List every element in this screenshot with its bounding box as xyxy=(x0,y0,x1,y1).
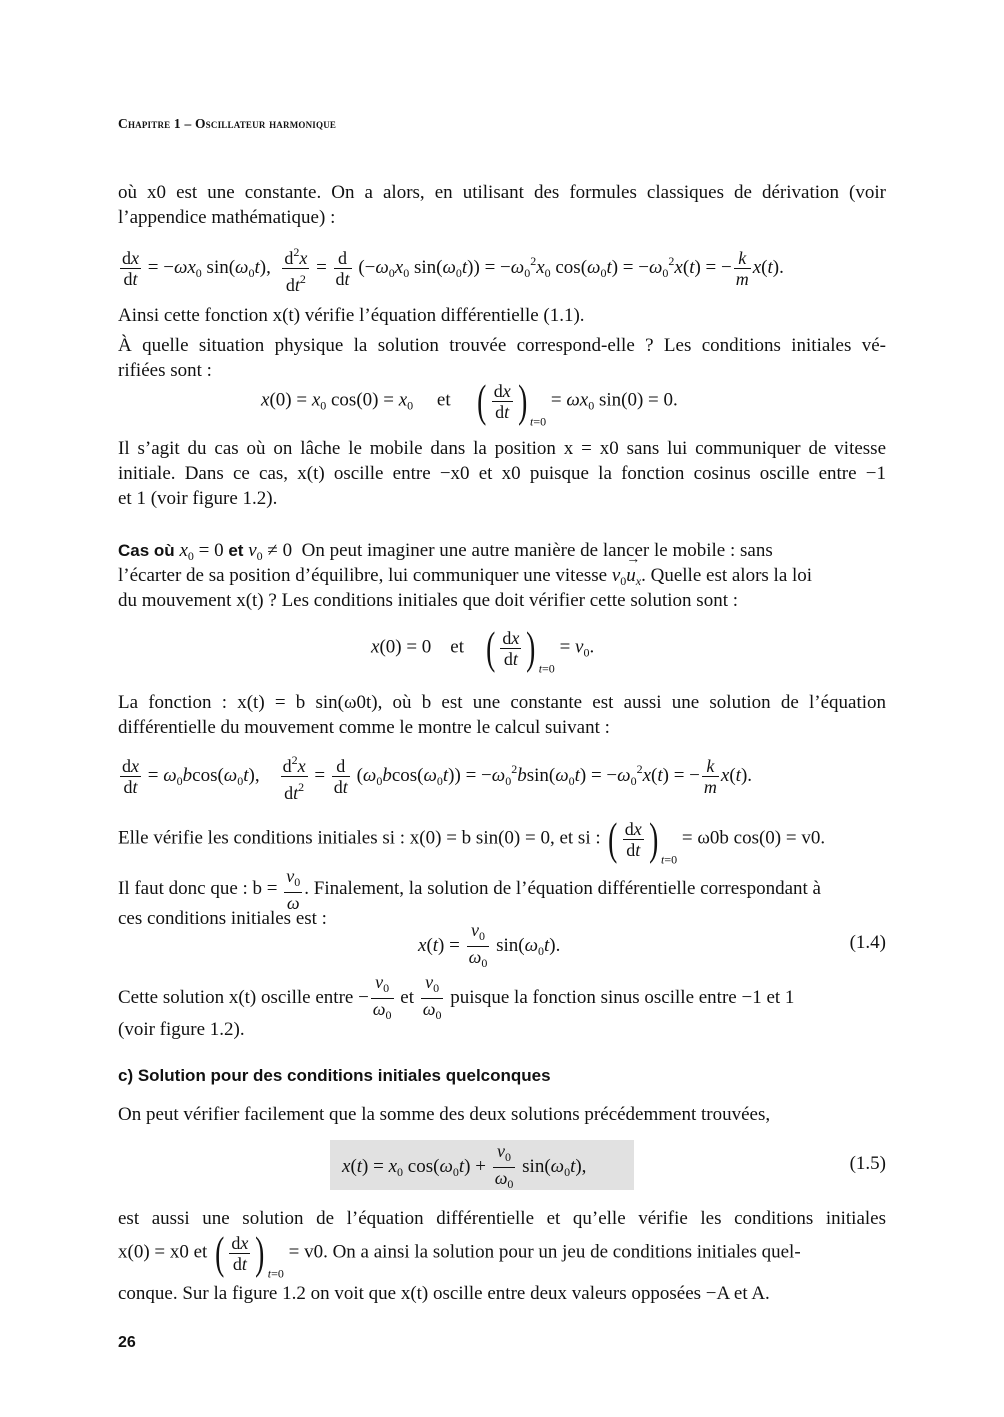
equation-derivatives-sin: $\frac{dx}{dt}$ = $\omega_0bcos(\omega_0t)$, $\frac{d^2x}{dt^2}$ = $\frac{d}{dt}$ $(\omega_0bcos(\omega_0t)) = -\omega_0^2bsin(\omega_0t) = -\omega_0^2x(t)$ = − $\frac{k}{m}$ x(t). xyxy=(118,750,752,803)
paragraph-fonction-line1: La fonction : x(t) = b sin(ω0t), où b est une constante est aussi une solution de l’équation xyxy=(118,692,886,713)
equation-label-1-4: (1.4) xyxy=(849,932,886,953)
equation-1-5: $x(t) = x_0$ $\cos(\omega_0t)$ + $\frac{v_0}{\omega_0}$ $\sin(\omega_0t)$, xyxy=(342,1141,587,1191)
equation-initial-conditions-1: $x(0) = x_0$ $\cos(0) = x_0$ et ( $\frac{dx}{dt}$ ) $_{t=0} = \omega x_0$ sin(0) = 0. xyxy=(261,375,678,429)
paragraph-il-faut-line2: ces conditions initiales est : xyxy=(118,908,327,929)
paragraph-intro-line2: l’appendice mathématique) : xyxy=(118,207,336,228)
case-label-a: Cas où xyxy=(118,541,175,560)
paragraph-situation-line2: rifiées sont : xyxy=(118,360,212,381)
paragraph-cette-solution: Cette solution x(t) oscille entre − $\frac{v_0}{\omega_0}$ et $\frac{v_0}{\omega_0}$ puisque la fonction sinus oscille entre −1 et 1 xyxy=(118,972,795,1022)
paragraph-cas-line1: Il s’agit du cas où on lâche le mobile dans la position x = x0 sans lui communiquer de vitesse xyxy=(118,438,886,459)
paragraph-est-aussi-line1: est aussi une solution de l’équation différentielle et qu’elle vérifie les conditions initiales xyxy=(118,1208,886,1229)
paragraph-cette-solution-line2: (voir figure 1.2). xyxy=(118,1019,245,1040)
equation-1-4: x(t) = $\frac{v_0}{\omega_0}$ $\sin(\omega_0t)$. xyxy=(418,920,561,970)
paragraph-cas-line3: et 1 (voir figure 1.2). xyxy=(118,488,278,509)
paragraph-intro-line1: où x0 est une constante. On a alors, en utilisant des formules classiques de dérivation (voir xyxy=(118,182,886,203)
paragraph-fonction-line2: différentielle du mouvement comme le montre le calcul suivant : xyxy=(118,717,610,738)
case-text-line2: l’écarter de sa position d’équilibre, lui communiquer une vitesse $v_0\to u_x$. Quelle est alors la loi xyxy=(118,563,812,594)
paragraph-est-aussi-line2: x(0) = x0 et ( $\frac{dx}{dt}$ ) $_{t=0}$ = v0. On a ainsi la solution pour un jeu de conditions initiales quel- xyxy=(118,1227,801,1281)
equation-derivatives-cos: $\frac{dx}{dt}$ = $-\omega x_0$ $\sin(\omega_0t)$, $\frac{d^2x}{dt^2}$ = $\frac{d}{dt}$ ($-\omega_0x_0$ $\sin(\omega_0t)) = -\omega_0^2x_0$ $\cos(\omega_0t) = -\omega_0^2x(t)$ = − $\frac{k}{m}$ x(t). xyxy=(118,242,784,295)
case-label-b: et xyxy=(228,541,244,560)
running-header: Chapitre 1 – Oscillateur harmonique xyxy=(118,116,337,131)
paragraph-elle-verifie: Elle vérifie les conditions initiales si : x(0) = b sin(0) = 0, et si : ( $\frac{dx}{dt}$ ) $_{t=0}$ = ω0b cos(0) = v0. xyxy=(118,813,826,867)
paragraph-situation-line1: À quelle situation physique la solution trouvée correspond-elle ? Les conditions initiales vé- xyxy=(118,335,886,356)
case-heading-line: Cas où $x_0 = 0$ et $v_0 \ne 0$ On peut imaginer une autre manière de lancer le mobile : sans xyxy=(118,540,773,563)
case-text-line1: On peut imaginer une autre manière de lancer le mobile : sans xyxy=(301,540,773,561)
paragraph-ainsi: Ainsi cette fonction x(t) vérifie l’équation différentielle (1.1). xyxy=(118,305,585,326)
case-text-line3: du mouvement x(t) ? Les conditions initiales que doit vérifier cette solution sont : xyxy=(118,590,739,611)
paragraph-est-aussi-line3: conque. Sur la figure 1.2 on voit que x(t) oscille entre deux valeurs opposées −A et A. xyxy=(118,1283,770,1304)
paragraph-on-peut-verifier: On peut vérifier facilement que la somme des deux solutions précédemment trouvées, xyxy=(118,1104,771,1125)
page-number: 26 xyxy=(118,1334,136,1351)
section-heading-c: c) Solution pour des conditions initiales quelconques xyxy=(118,1066,551,1085)
paragraph-cas-line2: initiale. Dans ce cas, x(t) oscille entre −x0 et x0 puisque la fonction cosinus oscille entre −1 xyxy=(118,463,886,484)
equation-label-1-5: (1.5) xyxy=(849,1153,886,1174)
equation-initial-conditions-2: x(0) = 0 et ( $\frac{dx}{dt}$ ) $_{t=0} = v_0$. xyxy=(371,622,595,676)
paragraph-il-faut: Il faut donc que : b = $\frac{v_0}{\omega}$ . Finalement, la solution de l’équation différentielle correspondant à xyxy=(118,866,821,913)
